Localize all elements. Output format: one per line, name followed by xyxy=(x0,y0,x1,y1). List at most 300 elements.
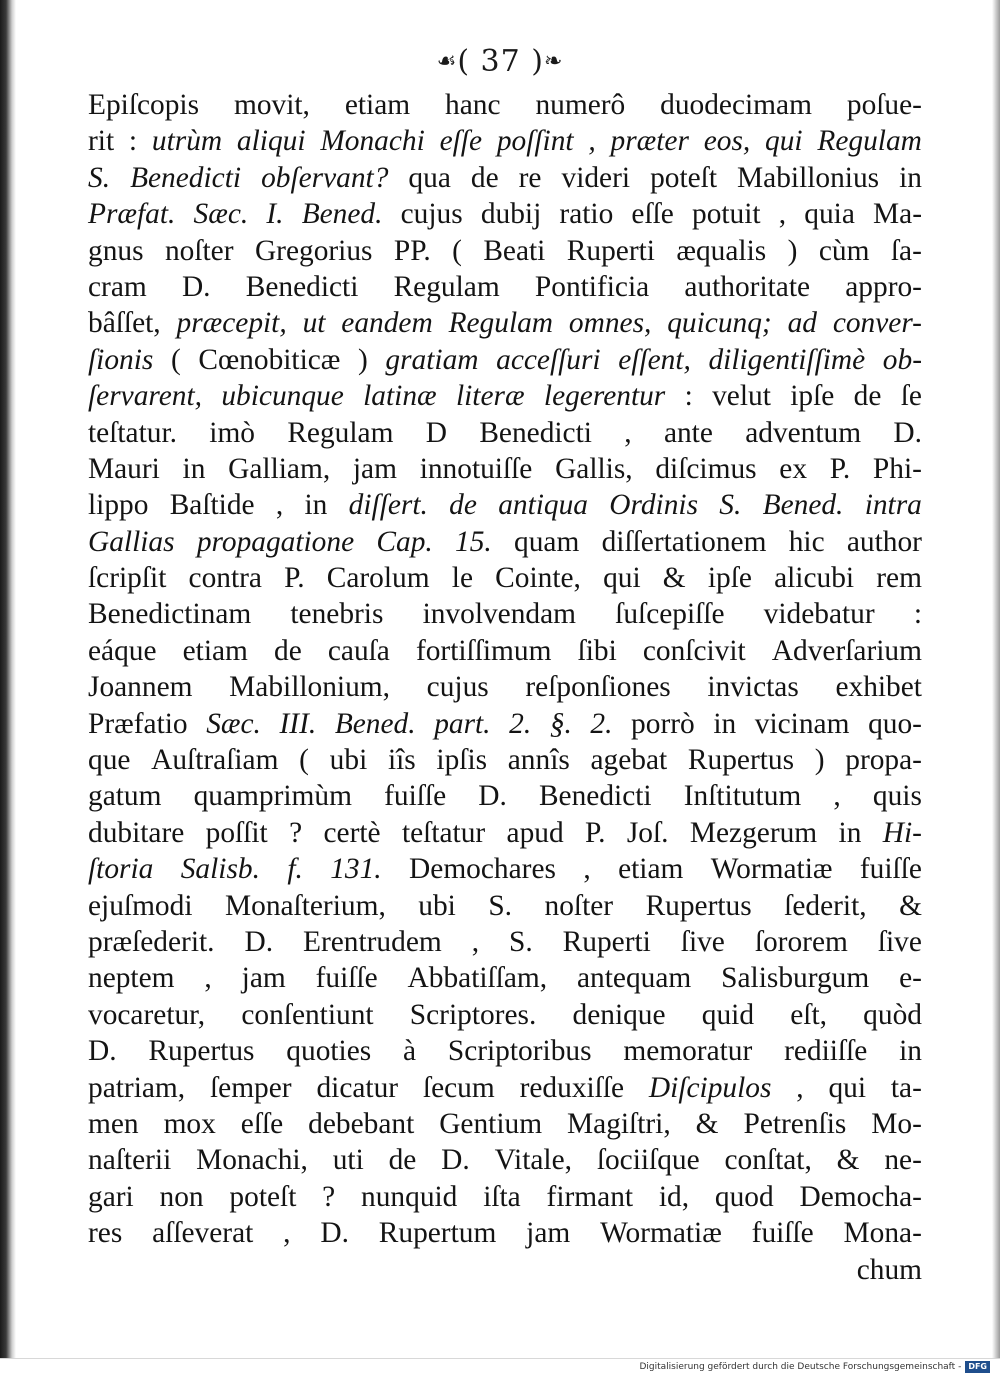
italic-word: qui xyxy=(765,125,803,158)
text-line xyxy=(88,560,922,596)
word: Gregorius xyxy=(254,234,373,267)
italic-word: Sæc. xyxy=(193,198,249,231)
word: rediiſſe xyxy=(784,1035,868,1068)
word: etiam xyxy=(618,853,684,886)
word: Pontificia xyxy=(534,270,650,303)
word: patriam, xyxy=(88,1071,186,1104)
text-line xyxy=(88,997,922,1033)
word: reduxiſſe xyxy=(519,1071,625,1104)
italic-word: Regulam xyxy=(817,125,922,158)
text-line xyxy=(88,1252,922,1288)
word: : xyxy=(128,125,138,158)
word: de xyxy=(274,634,302,667)
word: etiam xyxy=(182,634,248,667)
word: & xyxy=(899,889,922,922)
word: cùm xyxy=(818,234,870,267)
word: diſcimus xyxy=(655,452,757,485)
word: quòd xyxy=(863,998,922,1031)
italic-word: Hi- xyxy=(882,816,922,849)
word: Joannem xyxy=(88,671,193,704)
word: Carolum xyxy=(326,562,430,595)
word: ipſe xyxy=(707,562,752,595)
word: D. xyxy=(244,925,274,958)
word: à xyxy=(403,1035,417,1068)
word: Monaſterium, xyxy=(224,889,386,922)
word: æqualis xyxy=(676,234,767,267)
italic-word: omnes, xyxy=(568,307,652,340)
text-line xyxy=(88,669,922,705)
text-line xyxy=(88,960,922,996)
word: : xyxy=(913,598,922,631)
word: in xyxy=(182,452,206,485)
word: involvendam xyxy=(422,598,577,631)
word: fuiſſe xyxy=(859,853,922,886)
word: dicatur xyxy=(316,1071,399,1104)
word: Joſ. xyxy=(626,816,669,849)
word: diſſertationem xyxy=(601,525,767,558)
text-line xyxy=(88,233,922,269)
word: gnus xyxy=(88,234,144,267)
body-text xyxy=(88,87,922,1288)
left-ornament-icon: ☙ xyxy=(436,49,458,74)
word: conſtat, xyxy=(724,1144,812,1177)
italic-word: Monachi xyxy=(320,125,425,158)
word: D. xyxy=(441,1144,470,1177)
word: dubitare xyxy=(88,816,185,849)
italic-word: conver- xyxy=(832,307,922,340)
word: teſtatur xyxy=(401,816,486,849)
word: iſta xyxy=(483,1180,521,1213)
word: id, xyxy=(658,1180,690,1213)
word: ſibi xyxy=(577,634,617,667)
credit-text: Digitalisierung gefördert durch die Deutsche Forschungsgemeinschaft - xyxy=(639,1362,962,1372)
word: ubi xyxy=(329,744,368,777)
word: Scriptoribus xyxy=(447,1035,592,1068)
word: Baſtide xyxy=(169,489,255,522)
italic-word: Bened. xyxy=(762,489,844,522)
text-line xyxy=(88,487,922,523)
word: Rupertum xyxy=(378,1217,497,1250)
word: que xyxy=(88,744,131,777)
italic-word: intra xyxy=(864,489,922,522)
word: ſororem xyxy=(754,925,848,958)
word: Scriptores. xyxy=(409,998,537,1031)
word: Magiſtri, xyxy=(567,1107,671,1140)
word: le xyxy=(451,562,473,595)
word: debebant xyxy=(308,1107,415,1140)
italic-word: III. xyxy=(279,707,317,740)
word: , xyxy=(275,489,284,522)
word: Benedictinam xyxy=(88,598,252,631)
word: Cointe, xyxy=(495,562,581,595)
text-line xyxy=(88,778,922,814)
word: propa- xyxy=(845,744,922,777)
text-line xyxy=(88,888,922,924)
word: videbatur xyxy=(763,598,875,631)
word: re xyxy=(518,161,542,194)
word: mox xyxy=(163,1107,216,1140)
word: in xyxy=(899,161,922,194)
italic-word: ut xyxy=(302,307,326,340)
word: & xyxy=(662,562,686,595)
italic-word: diſſert. xyxy=(348,489,428,522)
word: , xyxy=(283,1217,291,1250)
word: , xyxy=(833,780,841,813)
word: cauſa xyxy=(327,634,390,667)
word: apud xyxy=(506,816,564,849)
word: in xyxy=(838,816,862,849)
text-line xyxy=(88,415,922,451)
italic-word: Gallias xyxy=(88,525,175,558)
word: aſſeverat xyxy=(152,1217,254,1250)
word: Beati xyxy=(483,234,546,267)
word: invictas xyxy=(707,671,799,704)
word: P. xyxy=(829,452,851,485)
word: ( xyxy=(299,744,309,777)
text-line xyxy=(88,123,922,159)
word: Phi- xyxy=(872,452,922,485)
word: denique xyxy=(572,998,666,1031)
text-line xyxy=(88,1215,922,1251)
word: præſederit. xyxy=(88,925,215,958)
word: Demochares xyxy=(409,853,556,886)
word: annîs xyxy=(507,744,570,777)
word: Gentium xyxy=(439,1107,543,1140)
text-line xyxy=(88,1106,922,1142)
digitization-credit xyxy=(0,1358,1000,1376)
word: Galliam, xyxy=(228,452,331,485)
word: Erentrudem xyxy=(303,925,442,958)
word: Epiſcopis xyxy=(88,89,200,121)
word: memoratur xyxy=(623,1035,753,1068)
italic-word: 2. xyxy=(509,707,532,740)
word: rem xyxy=(876,562,922,595)
word: duodecimam xyxy=(660,89,812,121)
word: Ruperti xyxy=(566,234,655,267)
italic-word: 131. xyxy=(330,853,382,886)
italic-word: Benedicti xyxy=(130,161,242,194)
text-line xyxy=(88,815,922,851)
word: Monachi, xyxy=(196,1144,308,1177)
word: Regulam xyxy=(393,270,500,303)
italic-word: f. xyxy=(287,853,303,886)
word: conſentiunt xyxy=(241,998,374,1031)
italic-word: 2. xyxy=(590,707,613,740)
italic-word: ubicunque xyxy=(221,380,344,413)
italic-word: ad xyxy=(787,307,817,340)
word: fuiſſe xyxy=(315,962,378,995)
word: rit xyxy=(88,125,115,158)
word: : xyxy=(684,380,693,413)
word: ſociiſque xyxy=(596,1144,700,1177)
word: certè xyxy=(323,816,381,849)
word: de xyxy=(470,161,499,194)
italic-word: obſervant? xyxy=(261,161,389,194)
italic-word: Bened. xyxy=(301,198,383,231)
word: Wormatiæ xyxy=(710,853,833,886)
word: quoties xyxy=(286,1035,372,1068)
word: quod xyxy=(714,1180,774,1213)
word: exhibet xyxy=(835,671,922,704)
word: noſter xyxy=(164,234,234,267)
italic-word: literæ xyxy=(455,380,525,413)
word: de xyxy=(853,380,882,413)
word: Salisburgum xyxy=(721,962,870,995)
italic-word: propagatione xyxy=(196,525,355,558)
word: jam xyxy=(241,962,286,995)
page-edge-shadow-right xyxy=(992,0,1000,1358)
word: Rupertus xyxy=(645,889,752,922)
text-line xyxy=(88,596,922,632)
italic-word: part. xyxy=(434,707,491,740)
word: poſſit xyxy=(205,816,268,849)
word: Cœnobiticæ xyxy=(198,343,341,376)
word: Mauri xyxy=(88,452,160,485)
word: ſive xyxy=(877,925,922,958)
word: potuit xyxy=(692,198,761,231)
word: bâſſet, xyxy=(88,307,161,340)
italic-word: Præfat. xyxy=(88,198,176,231)
word: D. xyxy=(478,780,507,813)
word: fuiſſe xyxy=(384,780,447,813)
text-line xyxy=(88,160,922,196)
italic-word: diligentiſſimè xyxy=(708,343,866,376)
word: reſponſiones xyxy=(525,671,671,704)
word: , xyxy=(796,1071,804,1104)
word: poſue- xyxy=(846,89,922,121)
italic-word: Cap. xyxy=(376,525,433,558)
word: in xyxy=(713,707,737,740)
word: ante xyxy=(663,416,713,449)
word: dubij xyxy=(480,198,542,231)
text-line xyxy=(88,378,922,414)
word: quia xyxy=(804,198,855,231)
word: velut xyxy=(712,380,771,413)
word: in xyxy=(899,1035,922,1068)
word: hic xyxy=(788,525,825,558)
word: uti xyxy=(332,1144,364,1177)
page-edge-shadow-left xyxy=(0,0,16,1358)
text-line xyxy=(88,706,922,742)
word: & xyxy=(836,1144,860,1177)
word: Democha- xyxy=(799,1180,922,1213)
text-line xyxy=(88,1033,922,1069)
word: jam xyxy=(352,452,397,485)
italic-word: S. xyxy=(88,161,111,194)
italic-word: præter xyxy=(610,125,689,158)
dfg-logo: DFG xyxy=(965,1361,990,1373)
word: eáque xyxy=(88,634,157,667)
word: , xyxy=(471,925,480,958)
word: noſter xyxy=(544,889,614,922)
word: nunquid xyxy=(361,1180,458,1213)
italic-word: , xyxy=(588,125,596,158)
word: Benedicti xyxy=(479,416,592,449)
word: Mona- xyxy=(843,1217,922,1250)
text-line xyxy=(88,196,922,232)
text-line xyxy=(88,87,922,123)
word: author xyxy=(846,525,922,558)
word: Ruperti xyxy=(562,925,651,958)
word: ſederit, xyxy=(784,889,867,922)
italic-word: eandem xyxy=(341,307,433,340)
italic-word: utrùm xyxy=(151,125,223,158)
page-number: ( 37 ) xyxy=(457,44,544,79)
word: quam xyxy=(514,525,580,558)
word: quo- xyxy=(868,707,922,740)
word: , xyxy=(204,962,212,995)
word: ( xyxy=(452,234,462,267)
word: Ma- xyxy=(873,198,922,231)
word: videri xyxy=(561,161,631,194)
word: Abbatiſſam, xyxy=(407,962,548,995)
word: qui xyxy=(828,1071,867,1104)
word: Mo- xyxy=(871,1107,922,1140)
word: ta- xyxy=(890,1071,922,1104)
italic-word: Bened. xyxy=(334,707,416,740)
word: qui xyxy=(603,562,641,595)
word: PP. xyxy=(393,234,431,267)
word: cram xyxy=(88,270,147,303)
word: ( xyxy=(170,343,181,376)
text-line xyxy=(88,269,922,305)
italic-word: eos, xyxy=(703,125,751,158)
word: D. xyxy=(893,416,922,449)
word: ſive xyxy=(680,925,725,958)
word: lippo xyxy=(88,489,149,522)
word: ex xyxy=(779,452,808,485)
word: quamprimùm xyxy=(193,780,352,813)
word: , xyxy=(583,853,591,886)
italic-word: 15. xyxy=(455,525,492,558)
word: ſe xyxy=(900,380,922,413)
word: ratio xyxy=(559,198,614,231)
italic-word: aliqui xyxy=(236,125,306,158)
word: authoritate xyxy=(684,270,811,303)
word: ſuſcepiſſe xyxy=(615,598,725,631)
word: , xyxy=(624,416,632,449)
text-line xyxy=(88,342,922,378)
word: eſt, xyxy=(790,998,827,1031)
italic-word: poſſint xyxy=(496,125,574,158)
italic-word: ſervarent, xyxy=(88,380,202,413)
word: Præfatio xyxy=(88,707,188,740)
text-line xyxy=(88,305,922,341)
word: Benedicti xyxy=(538,780,652,813)
word: de xyxy=(388,1144,417,1177)
word: Regulam xyxy=(287,416,394,449)
word: firmant xyxy=(546,1180,634,1213)
word: ) xyxy=(358,343,368,376)
word: Vitale, xyxy=(494,1144,572,1177)
text-line xyxy=(88,1070,922,1106)
italic-word: §. xyxy=(549,707,572,740)
word: numerô xyxy=(535,89,626,121)
word: S. xyxy=(509,925,533,958)
word: ſemper xyxy=(209,1071,292,1104)
word: qua xyxy=(408,161,451,194)
word: Rupertus xyxy=(687,744,795,777)
word: adventum xyxy=(745,416,862,449)
word: imò xyxy=(209,416,256,449)
italic-word: latinæ xyxy=(363,380,437,413)
word: innotuiſſe xyxy=(419,452,533,485)
word: Mezgerum xyxy=(689,816,818,849)
italic-word: acceſſuri xyxy=(496,343,601,376)
word: ) xyxy=(787,234,798,267)
italic-word: Diſcipulos xyxy=(648,1071,772,1104)
word: cujus xyxy=(400,198,463,231)
word: poteſt xyxy=(229,1180,297,1213)
word: e- xyxy=(899,962,922,995)
word: Petrenſis xyxy=(743,1107,847,1140)
word: in xyxy=(304,489,328,522)
word: vocaretur, xyxy=(88,998,206,1031)
word: Rupertus xyxy=(148,1035,255,1068)
word: S. xyxy=(488,889,513,922)
right-ornament-icon: ❧ xyxy=(543,49,564,74)
text-line xyxy=(88,524,922,560)
word: ? xyxy=(289,816,303,849)
word: hanc xyxy=(445,89,501,121)
word: quid xyxy=(701,998,755,1031)
word: D. xyxy=(88,1035,117,1068)
word: movit, xyxy=(233,89,310,121)
word: P. xyxy=(284,562,305,595)
word: eſſe xyxy=(631,198,674,231)
word: Benedicti xyxy=(245,270,359,303)
word: ipſe xyxy=(790,380,835,413)
word: teſtatur. xyxy=(88,416,177,449)
word: jam xyxy=(526,1217,571,1250)
word: Inſtitutum xyxy=(683,780,802,813)
text-line xyxy=(88,1179,922,1215)
italic-word: ſtoria xyxy=(88,853,154,886)
word: D. xyxy=(181,270,211,303)
word: Wormatiæ xyxy=(600,1217,722,1250)
word: porrò xyxy=(631,707,695,740)
word: Adverſarium xyxy=(771,634,922,667)
word: cujus xyxy=(426,671,489,704)
word: poteſt xyxy=(650,161,718,194)
word: neptem xyxy=(88,962,175,995)
italic-word: gratiam xyxy=(385,343,479,376)
italic-word: Sæc. xyxy=(206,707,261,740)
italic-word: præcepit, xyxy=(176,307,287,340)
word: Mabillonius xyxy=(737,161,880,194)
italic-word: antiqua xyxy=(498,489,588,522)
word: alicubi xyxy=(774,562,855,595)
word: ipſis xyxy=(436,744,488,777)
italic-word: Regulam xyxy=(448,307,554,340)
text-line xyxy=(88,924,922,960)
italic-word: S. xyxy=(719,489,742,522)
text-line xyxy=(88,851,922,887)
word: ſa- xyxy=(890,234,922,267)
word: ejuſmodi xyxy=(88,889,193,922)
text-line xyxy=(88,633,922,669)
word: ſcripſit xyxy=(88,562,167,595)
roman-text: chum xyxy=(856,1253,922,1286)
word: fuiſſe xyxy=(751,1217,814,1250)
italic-word: de xyxy=(449,489,477,522)
italic-word: quicunq; xyxy=(667,307,772,340)
word: gatum xyxy=(88,780,162,813)
word: D xyxy=(425,416,447,449)
word: ubi xyxy=(418,889,456,922)
italic-word: eſſe xyxy=(439,125,483,158)
word: antequam xyxy=(577,962,692,995)
